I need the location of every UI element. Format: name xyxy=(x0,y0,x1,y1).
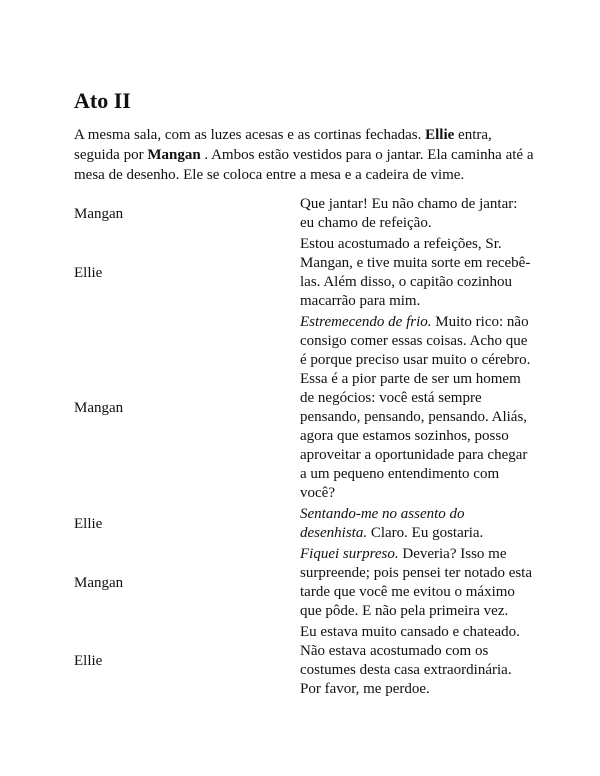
speaker-name: Ellie xyxy=(74,652,103,669)
stage-direction: Estremecendo de frio. xyxy=(300,314,432,330)
dialogue-text: Deveria? Isso me surpreende; pois pensei ter notado esta tarde que você me evitou o máximo que pôde. E não pela primeira vez. xyxy=(300,546,533,619)
dialogue-text: Eu estava muito cansado e chateado. Não estava acostumado com os costumes desta casa extraordinária. Por favor, me perdoe. xyxy=(300,624,520,697)
dialogue-table xyxy=(74,195,534,701)
dialogue-line xyxy=(300,545,534,621)
dialogue-row xyxy=(74,195,534,233)
dialogue-line xyxy=(300,313,534,503)
speaker-name: Ellie xyxy=(74,515,103,532)
speaker-name: Mangan xyxy=(74,205,124,222)
act-title: Ato II xyxy=(74,88,131,113)
speaker-name: Ellie xyxy=(74,264,103,281)
intro-text-3: . Ambos estão vestidos para o jantar. Ela caminha até a mesa de desenho. Ele se coloca entre a mesa e a cadeira de vime. xyxy=(74,147,534,183)
dialogue-row xyxy=(74,623,534,699)
dialogue-text: Muito rico: não consigo comer essas coisas. Acho que é porque preciso usar muito o cérebro. Essa é a pior parte de ser um homem de negócios: você está sempre pensando, pensando, pensando. Aliás, agora que estamos sozinhos, posso aproveitar a oportunidade para chegar a um pequeno entendimento com você? xyxy=(300,314,531,501)
speaker-name: Mangan xyxy=(74,399,124,416)
dialogue-line xyxy=(300,195,534,233)
dialogue-row xyxy=(74,235,534,311)
stage-direction: Fiquei surpreso. xyxy=(300,546,399,562)
character-name-ellie: Ellie xyxy=(425,127,455,143)
dialogue-text: Que jantar! Eu não chamo de jantar: eu chamo de refeição. xyxy=(300,196,518,231)
dialogue-text: Claro. Eu gostaria. xyxy=(367,525,484,541)
speaker-name: Mangan xyxy=(74,574,124,591)
intro-text-1: A mesma sala, com as luzes acesas e as cortinas fechadas. xyxy=(74,127,426,143)
dialogue-row xyxy=(74,545,534,621)
intro-text-2: entra, seguida por xyxy=(74,127,492,163)
character-name-mangan: Mangan xyxy=(147,147,201,163)
dialogue-row xyxy=(74,505,534,543)
dialogue-line xyxy=(300,623,534,699)
dialogue-line xyxy=(300,235,534,311)
stage-directions xyxy=(74,125,534,185)
dialogue-text: Estou acostumado a refeições, Sr. Mangan, e tive muita sorte em recebê-las. Além disso, o capitão cozinhou macarrão para mim. xyxy=(300,236,531,309)
stage-direction: Sentando-me no assento do desenhista. xyxy=(300,506,465,541)
dialogue-row xyxy=(74,313,534,503)
dialogue-line xyxy=(300,505,534,543)
